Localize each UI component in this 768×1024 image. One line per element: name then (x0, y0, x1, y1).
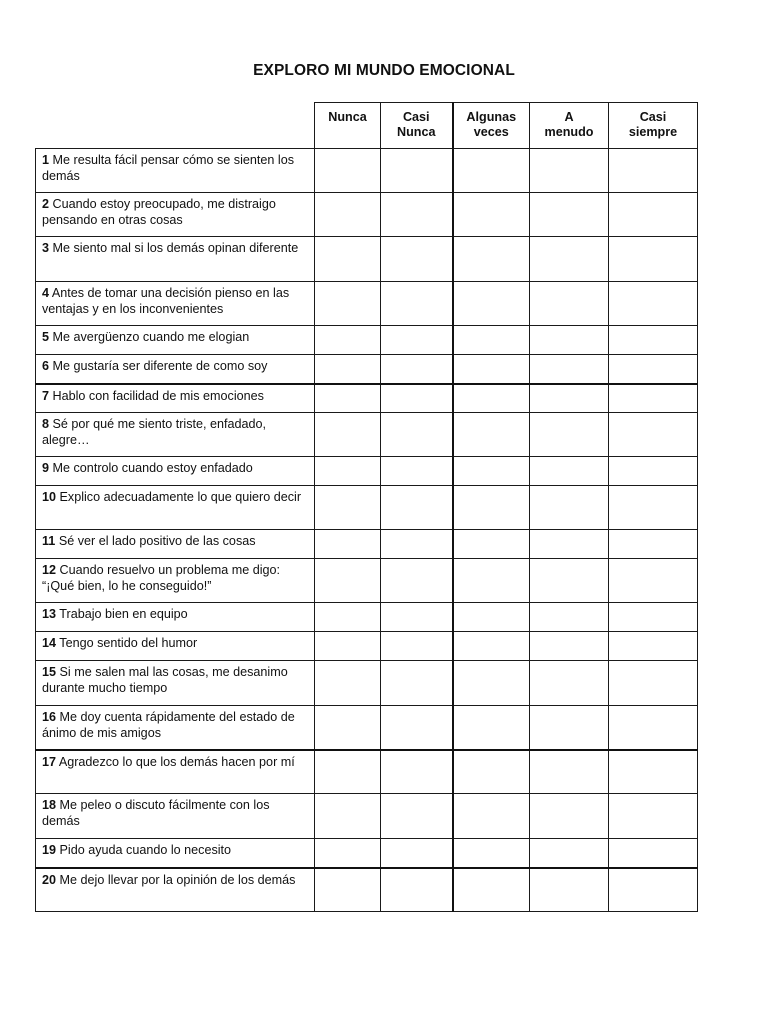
table-row (36, 282, 698, 326)
answer-cell-5[interactable] (609, 457, 698, 486)
answer-cell-1[interactable] (315, 193, 381, 237)
item-statement (36, 750, 315, 794)
item-text: Hablo con facilidad de mis emociones (52, 388, 264, 403)
answer-cell-5[interactable] (609, 794, 698, 839)
answer-cell-5[interactable] (609, 559, 698, 603)
item-number: 16 (42, 710, 57, 724)
table-row (36, 706, 698, 750)
answer-cell-3[interactable] (453, 384, 530, 413)
item-statement (36, 237, 315, 282)
answer-cell-1[interactable] (315, 326, 381, 355)
item-number: 7 (42, 388, 50, 403)
answer-cell-5[interactable] (609, 237, 698, 282)
answer-cell-3[interactable] (453, 530, 530, 559)
answer-cell-2[interactable] (381, 632, 453, 661)
answer-cell-5[interactable] (609, 603, 698, 632)
answer-cell-4[interactable] (530, 559, 609, 603)
answer-cell-2[interactable] (381, 603, 453, 632)
item-statement (36, 149, 315, 193)
answer-cell-4[interactable] (530, 486, 609, 530)
answer-cell-4[interactable] (530, 839, 609, 868)
column-header-line1: Casi (402, 110, 430, 124)
answer-cell-1[interactable] (315, 237, 381, 282)
answer-cell-3[interactable] (453, 326, 530, 355)
column-header-line2: siempre (628, 125, 678, 139)
item-number: 15 (42, 665, 57, 679)
answer-cell-3[interactable] (453, 632, 530, 661)
item-text: Me dejo llevar por la opinión de los demás (59, 872, 296, 887)
answer-cell-3[interactable] (453, 282, 530, 326)
answer-cell-5[interactable] (609, 839, 698, 868)
answer-cell-2[interactable] (381, 530, 453, 559)
item-number: 19 (42, 843, 57, 857)
answer-cell-1[interactable] (315, 486, 381, 530)
answer-cell-2[interactable] (381, 486, 453, 530)
item-statement (36, 384, 315, 413)
answer-cell-2[interactable] (381, 193, 453, 237)
answer-cell-1[interactable] (315, 706, 381, 750)
answer-cell-2[interactable] (381, 355, 453, 384)
column-header-line1: Casi (639, 110, 667, 124)
column-header-3 (453, 103, 530, 149)
item-text: Me gustaría ser diferente de como soy (52, 359, 268, 373)
answer-cell-4[interactable] (530, 282, 609, 326)
answer-cell-4[interactable] (530, 530, 609, 559)
item-statement (36, 839, 315, 868)
item-text: Si me salen mal las cosas, me desanimo durante mucho tiempo (42, 665, 288, 695)
answer-cell-1[interactable] (315, 149, 381, 193)
answer-cell-1[interactable] (315, 661, 381, 706)
table-row (36, 149, 698, 193)
answer-cell-4[interactable] (530, 149, 609, 193)
item-number: 11 (42, 534, 56, 548)
answer-cell-5[interactable] (609, 413, 698, 457)
table-row (36, 530, 698, 559)
item-text: Cuando resuelvo un problema me digo: “¡Qué bien, lo he conseguido!” (42, 563, 281, 593)
item-number: 20 (42, 872, 57, 887)
answer-cell-2[interactable] (381, 559, 453, 603)
item-number: 17 (42, 754, 57, 769)
answer-cell-4[interactable] (530, 794, 609, 839)
answer-cell-3[interactable] (453, 486, 530, 530)
answer-cell-2[interactable] (381, 384, 453, 413)
item-text: Cuando estoy preocupado, me distraigo pensando en otras cosas (42, 197, 276, 227)
item-number: 4 (42, 286, 50, 300)
answer-cell-3[interactable] (453, 149, 530, 193)
answer-cell-1[interactable] (315, 457, 381, 486)
item-number: 5 (42, 330, 50, 344)
answer-cell-3[interactable] (453, 457, 530, 486)
item-column-header (36, 103, 315, 149)
table-row (36, 486, 698, 530)
answer-cell-1[interactable] (315, 839, 381, 868)
answer-cell-1[interactable] (315, 530, 381, 559)
item-text: Me peleo o discuto fácilmente con los demás (42, 798, 270, 828)
item-text: Me avergüenzo cuando me elogian (52, 330, 250, 344)
table-row (36, 326, 698, 355)
item-text: Sé por qué me siento triste, enfadado, alegre… (42, 417, 267, 447)
answer-cell-3[interactable] (453, 661, 530, 706)
column-header-4 (530, 103, 609, 149)
item-number: 3 (42, 241, 50, 255)
item-text: Trabajo bien en equipo (59, 607, 188, 621)
answer-cell-3[interactable] (453, 868, 530, 912)
item-statement (36, 457, 315, 486)
answer-cell-1[interactable] (315, 868, 381, 912)
table-row (36, 661, 698, 706)
answer-cell-3[interactable] (453, 559, 530, 603)
item-text: Tengo sentido del humor (59, 636, 198, 650)
item-statement (36, 794, 315, 839)
answer-cell-3[interactable] (453, 413, 530, 457)
answer-cell-1[interactable] (315, 603, 381, 632)
item-statement (36, 868, 315, 912)
answer-cell-4[interactable] (530, 750, 609, 794)
table-row (36, 603, 698, 632)
item-number: 18 (42, 798, 57, 812)
answer-cell-4[interactable] (530, 457, 609, 486)
header-row (36, 103, 698, 149)
answer-cell-5[interactable] (609, 193, 698, 237)
answer-cell-4[interactable] (530, 632, 609, 661)
answer-cell-4[interactable] (530, 661, 609, 706)
table-row (36, 839, 698, 868)
answer-cell-3[interactable] (453, 750, 530, 794)
item-number: 13 (42, 607, 57, 621)
item-text: Me doy cuenta rápidamente del estado de ánimo de mis amigos (42, 710, 295, 740)
answer-cell-1[interactable] (315, 794, 381, 839)
page-title: EXPLORO MI MUNDO EMOCIONAL (253, 62, 515, 79)
answer-cell-1[interactable] (315, 750, 381, 794)
table-row (36, 457, 698, 486)
answer-cell-2[interactable] (381, 237, 453, 282)
answer-cell-4[interactable] (530, 413, 609, 457)
answer-cell-5[interactable] (609, 750, 698, 794)
answer-cell-2[interactable] (381, 326, 453, 355)
item-statement (36, 193, 315, 237)
item-text: Agradezco lo que los demás hacen por mí (58, 754, 295, 769)
item-text: Pido ayuda cuando lo necesito (59, 843, 232, 857)
item-text: Me siento mal si los demás opinan diferente (52, 241, 299, 255)
answer-cell-5[interactable] (609, 149, 698, 193)
column-header-line1: A (564, 110, 574, 124)
item-number: 12 (42, 563, 57, 577)
answer-cell-5[interactable] (609, 282, 698, 326)
answer-cell-2[interactable] (381, 282, 453, 326)
item-statement (36, 486, 315, 530)
column-header-line2: Nunca (397, 125, 436, 139)
item-number: 1 (42, 153, 50, 167)
table-row (36, 750, 698, 794)
answer-cell-1[interactable] (315, 282, 381, 326)
table-row (36, 355, 698, 384)
answer-cell-2[interactable] (381, 661, 453, 706)
answer-cell-5[interactable] (609, 530, 698, 559)
answer-cell-1[interactable] (315, 355, 381, 384)
table-row (36, 413, 698, 457)
item-number: 14 (42, 636, 57, 650)
answer-cell-2[interactable] (381, 868, 453, 912)
answer-cell-3[interactable] (453, 193, 530, 237)
answer-cell-4[interactable] (530, 355, 609, 384)
item-text: Me controlo cuando estoy enfadado (52, 461, 253, 475)
column-header-line1: Algunas (466, 110, 517, 124)
item-statement (36, 661, 315, 706)
answer-cell-5[interactable] (609, 326, 698, 355)
table-row (36, 794, 698, 839)
table-row (36, 632, 698, 661)
answer-cell-1[interactable] (315, 413, 381, 457)
answer-cell-2[interactable] (381, 457, 453, 486)
answer-cell-5[interactable] (609, 355, 698, 384)
table-body (36, 149, 698, 912)
answer-cell-2[interactable] (381, 839, 453, 868)
item-text: Sé ver el lado positivo de las cosas (58, 534, 256, 548)
answer-cell-4[interactable] (530, 868, 609, 912)
answer-cell-3[interactable] (453, 839, 530, 868)
column-header-line2: veces (473, 125, 509, 139)
answer-cell-2[interactable] (381, 149, 453, 193)
table-row (36, 868, 698, 912)
column-header-5 (609, 103, 698, 149)
answer-cell-2[interactable] (381, 706, 453, 750)
table-row (36, 193, 698, 237)
item-number: 6 (42, 359, 50, 373)
answer-cell-4[interactable] (530, 603, 609, 632)
answer-cell-2[interactable] (381, 750, 453, 794)
item-text: Antes de tomar una decisión pienso en las ventajas y en los inconvenientes (42, 286, 290, 316)
answer-cell-4[interactable] (530, 706, 609, 750)
answer-cell-4[interactable] (530, 326, 609, 355)
column-header-line1: Nunca (328, 110, 367, 124)
answer-cell-4[interactable] (530, 237, 609, 282)
answer-cell-1[interactable] (315, 559, 381, 603)
table-row (36, 384, 698, 413)
item-statement (36, 603, 315, 632)
answer-cell-1[interactable] (315, 384, 381, 413)
answer-cell-1[interactable] (315, 632, 381, 661)
item-text: Me resulta fácil pensar cómo se sienten los demás (42, 153, 295, 183)
answer-cell-5[interactable] (609, 486, 698, 530)
survey-table (35, 102, 698, 912)
answer-cell-4[interactable] (530, 384, 609, 413)
item-statement (36, 326, 315, 355)
item-number: 10 (42, 490, 57, 504)
answer-cell-3[interactable] (453, 706, 530, 750)
item-statement (36, 413, 315, 457)
answer-cell-5[interactable] (609, 661, 698, 706)
answer-cell-3[interactable] (453, 603, 530, 632)
answer-cell-5[interactable] (609, 384, 698, 413)
answer-cell-2[interactable] (381, 413, 453, 457)
answer-cell-2[interactable] (381, 794, 453, 839)
item-statement (36, 559, 315, 603)
table-row (36, 237, 698, 282)
item-statement (36, 282, 315, 326)
item-statement (36, 355, 315, 384)
item-text: Explico adecuadamente lo que quiero decir (59, 490, 302, 504)
answer-cell-3[interactable] (453, 355, 530, 384)
answer-cell-5[interactable] (609, 632, 698, 661)
item-number: 2 (42, 197, 50, 211)
item-statement (36, 632, 315, 661)
item-number: 8 (42, 417, 50, 431)
item-statement (36, 706, 315, 750)
column-header-1 (315, 103, 381, 149)
answer-cell-4[interactable] (530, 193, 609, 237)
column-header-line2: menudo (544, 125, 594, 139)
table-row (36, 559, 698, 603)
column-header-2 (381, 103, 453, 149)
answer-cell-5[interactable] (609, 868, 698, 912)
answer-cell-3[interactable] (453, 237, 530, 282)
item-number: 9 (42, 461, 50, 475)
answer-cell-3[interactable] (453, 794, 530, 839)
item-statement (36, 530, 315, 559)
answer-cell-5[interactable] (609, 706, 698, 750)
